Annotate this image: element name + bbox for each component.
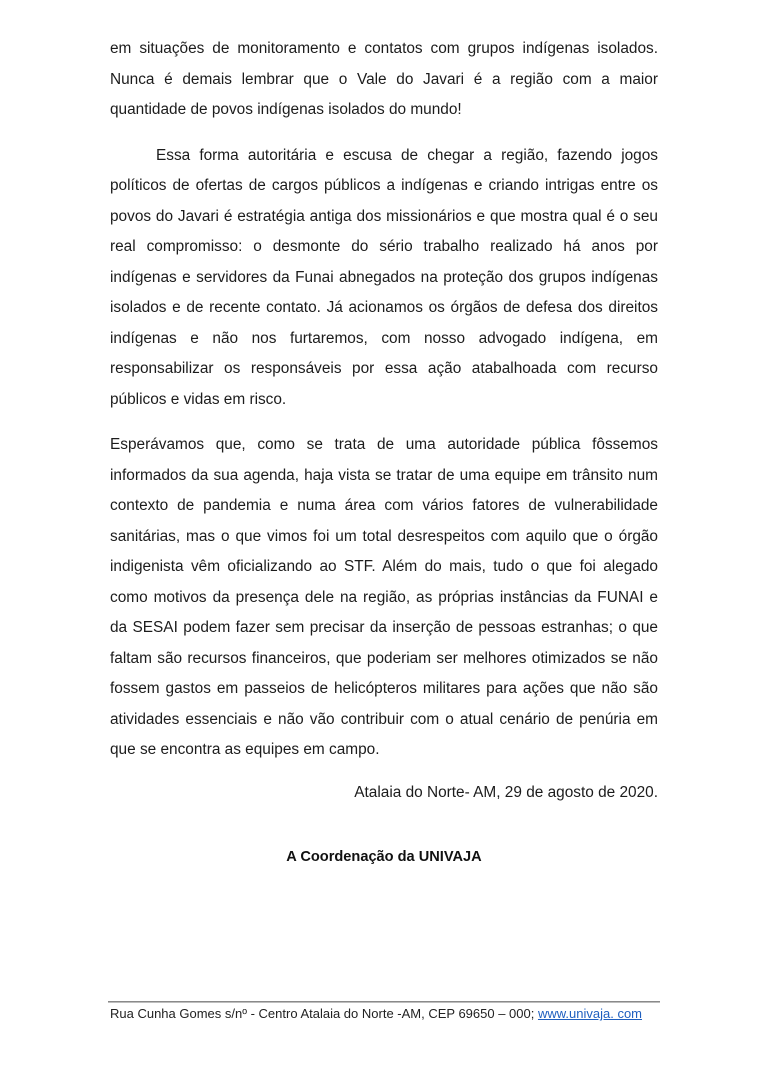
paragraph-2: Essa forma autoritária e escusa de chegar a região, fazendo jogos políticos de ofertas de cargos públicos a indígenas e criando intrigas entre os povos do Javari é estratégia antiga dos missionários e que mostra qual é o seu real compromisso: o desmonte do sério trabalho realizado há anos por indígenas e servidores da Funai abnegados na proteção dos grupos indígenas isolados e de recente contato. Já acionamos os órgãos de defesa dos direitos indígenas e não nos furtaremos, com nosso advogado indígena, em responsabilizar os responsáveis por essa ação atabalhoada com recurso públicos e vidas em risco. (110, 146, 658, 408)
footer-divider (108, 1001, 660, 1003)
footer (110, 1006, 670, 1021)
footer-address: Rua Cunha Gomes s/nº - Centro Atalaia do Norte -AM, CEP 69650 – 000; (110, 1006, 538, 1021)
footer-website-link[interactable]: www.univaja. com (537, 1006, 643, 1021)
document-body (110, 34, 658, 808)
place-date: Atalaia do Norte- AM, 29 de agosto de 2020. (354, 783, 658, 801)
signature: A Coordenação da UNIVAJA (286, 849, 482, 865)
paragraph-3: Esperávamos que, como se trata de uma autoridade pública fôssemos informados da sua agenda, haja vista se tratar de uma equipe em trânsito num contexto de pandemia e numa área com vários fatores de vulnerabilidade sanitárias, mas o que vimos foi um total desrespeitos com aquilo que o órgão indigenista vêm oficializando ao STF. Além do mais, tudo o que foi alegado como motivos da presença dele na região, as próprias instâncias da FUNAI e da SESAI podem fazer sem precisar da inserção de pessoas estranhas; o que faltam são recursos financeiros, que poderiam ser melhores otimizados se não fossem gastos em passeios de helicópteros militares para ações que não são atividades essenciais e não vão contribuir com o atual cenário de penúria em que se encontra as equipes em campo. (110, 436, 658, 758)
paragraph-1: em situações de monitoramento e contatos com grupos indígenas isolados. Nunca é demais lembrar que o Vale do Javari é a região com a maior quantidade de povos indígenas isolados do mundo! (110, 40, 658, 118)
